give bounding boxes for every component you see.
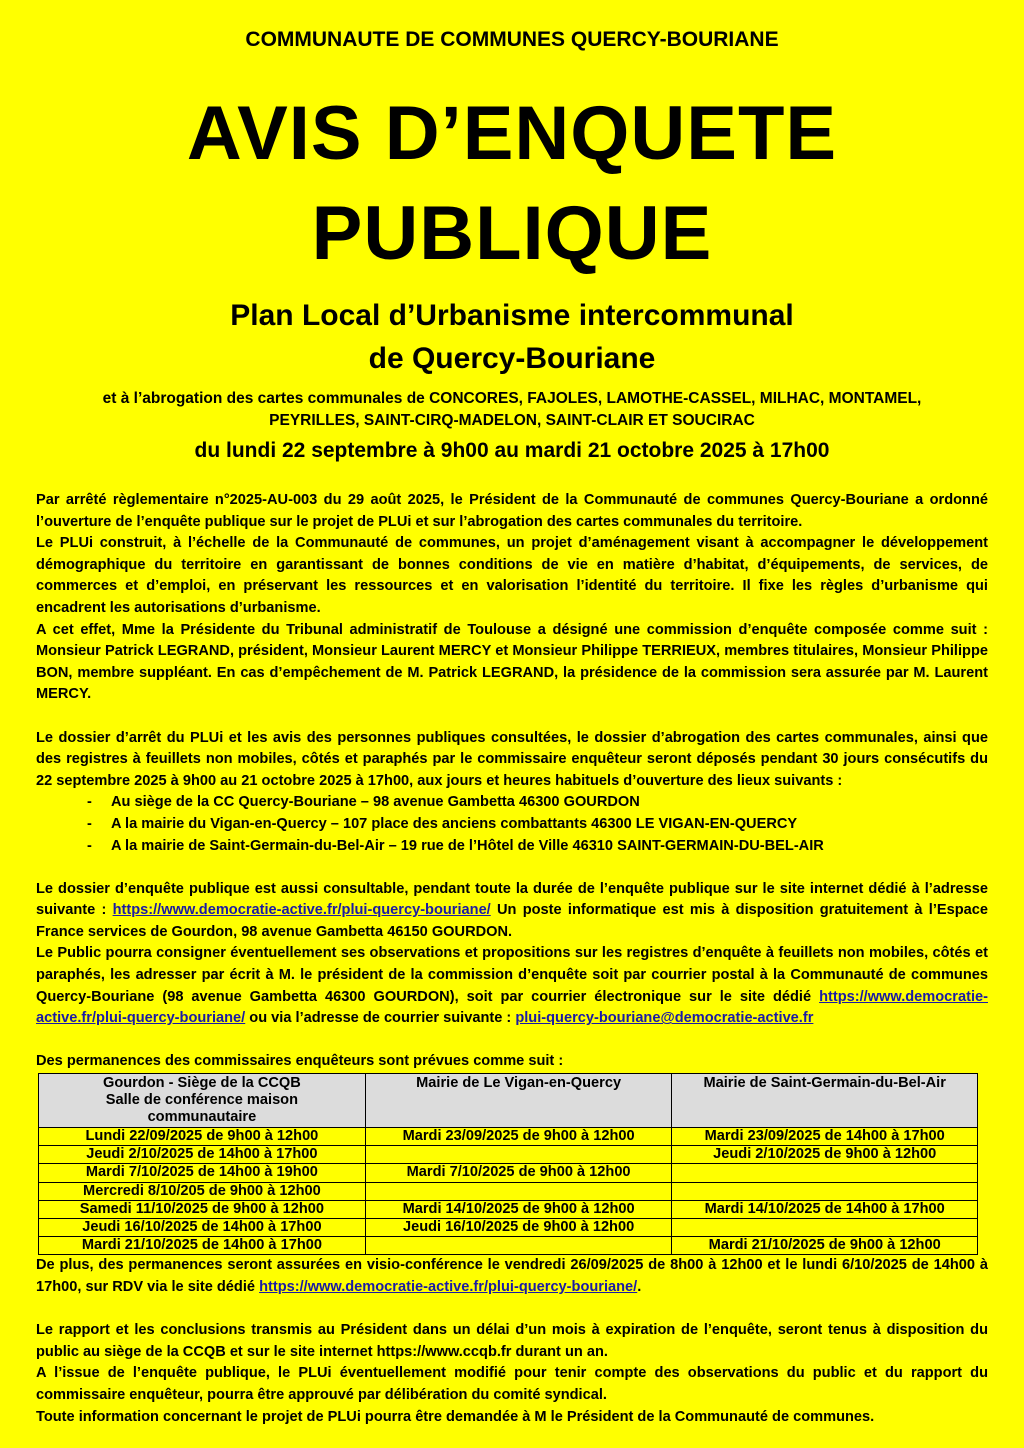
table-cell: Mardi 14/10/2025 de 9h00 à 12h00: [365, 1200, 672, 1218]
text-run: Le dossier d’enquête publique est aussi consultable, pendant toute la durée de l’enquête publique sur le site internet dédié à l’adresse suivante :: [36, 880, 988, 919]
table-cell: Mercredi 8/10/205 de 9h00 à 12h00: [39, 1182, 366, 1200]
table-header-row: [39, 1074, 978, 1128]
table-cell: Lundi 22/09/2025 de 9h00 à 12h00: [39, 1128, 366, 1146]
approval-paragraph: A l’issue de l’enquête publique, le PLUi éventuellement modifié pour tenir compte des observations du public et du rapport du commissaire enquêteur, pourra être approuvé par délibération du comité syndical.: [36, 1365, 988, 1404]
text-run: .: [637, 1279, 642, 1296]
header-line: Mairie de Saint-Germain-du-Bel-Air: [703, 1075, 946, 1092]
observations-paragraph: [36, 943, 988, 1029]
website-link[interactable]: https://www.democratie-active.fr/plui-quercy-bouriane/: [259, 1279, 638, 1296]
table-cell: [365, 1237, 672, 1255]
online-dossier-paragraph: [36, 879, 988, 944]
information-paragraph: Toute information concernant le projet de PLUi pourra être demandée à M le Président de la Communauté de communes.: [36, 1408, 875, 1425]
text-run: Le Public pourra consigner éventuellement ses observations et propositions sur les registres d’enquête à feuillets non mobiles, côtés et paraphés, les adresser par écrit à M. le président de la commission d’enquête soit par courrier postal à la Communauté de communes Quercy-Bouriane (98 avenue Gambetta 46300 GOURDON), soit par courrier électronique sur le site dédié: [36, 945, 988, 1005]
website-link[interactable]: https://www.democratie-active.fr/plui-quercy-bouriane/: [112, 902, 491, 919]
list-item: - A la mairie du Vigan-en-Quercy – 107 place des anciens combattants 46300 LE VIGAN-EN-QUERCY: [87, 814, 988, 836]
plan-subtitle-line1: Plan Local d’Urbanisme intercommunal: [230, 299, 794, 332]
table-cell: [672, 1219, 978, 1237]
table-cell: Mardi 21/10/2025 de 9h00 à 12h00: [672, 1237, 978, 1255]
table-row: [39, 1182, 978, 1200]
visio-paragraph: [36, 1255, 988, 1298]
email-link[interactable]: plui-quercy-bouriane@democratie-active.fr: [515, 1010, 814, 1027]
list-item: - A la mairie de Saint-Germain-du-Bel-Air – 19 rue de l’Hôtel de Ville 46310 SAINT-GERMAIN-DU-BEL-AIR: [87, 836, 988, 858]
table-cell: Jeudi 2/10/2025 de 14h00 à 17h00: [39, 1146, 366, 1164]
abrogation-line2: PEYRILLES, SAINT-CIRQ-MADELON, SAINT-CLAIR ET SOUCIRAC: [269, 412, 755, 429]
table-cell: Mardi 21/10/2025 de 14h00 à 17h00: [39, 1237, 366, 1255]
table-cell: Mardi 23/09/2025 de 9h00 à 12h00: [365, 1128, 672, 1146]
enquiry-dates: du lundi 22 septembre à 9h00 au mardi 21 octobre 2025 à 17h00: [194, 439, 830, 462]
text-run: De plus, des permanences seront assurées en visio-conférence le vendredi 26/09/2025 de 8h00 à 12h00 et le lundi 6/10/2025 de 14h00 à 17h00, sur RDV via le site dédié: [36, 1257, 988, 1296]
report-paragraph: Le rapport et les conclusions transmis au Président dans un délai d’un mois à expiration de l’enquête, seront tenus à disposition du public au siège de la CCQB et sur le site internet https://www.ccqb.fr durant un an.: [36, 1322, 988, 1360]
header-line: communautaire: [147, 1109, 257, 1126]
abrogation-text: [36, 388, 988, 432]
plan-subtitle-line2: de Quercy-Bouriane: [368, 342, 656, 375]
table-cell: [672, 1182, 978, 1200]
table-cell: Mardi 7/10/2025 de 9h00 à 12h00: [365, 1164, 672, 1182]
column-header-saint-germain: [672, 1074, 978, 1128]
list-item: - Au siège de la CC Quercy-Bouriane – 98 avenue Gambetta 46300 GOURDON: [87, 792, 988, 814]
table-cell: [365, 1182, 672, 1200]
column-header-vigan: [365, 1074, 672, 1128]
header-line: Gourdon - Siège de la CCQB: [102, 1075, 301, 1092]
table-cell: Jeudi 2/10/2025 de 9h00 à 12h00: [672, 1146, 978, 1164]
table-cell: [672, 1164, 978, 1182]
table-cell: Mardi 7/10/2025 de 14h00 à 19h00: [39, 1164, 366, 1182]
abrogation-line1: et à l’abrogation des cartes communales de CONCORES, FAJOLES, LAMOTHE-CASSEL, MILHAC, MONTAMEL,: [102, 390, 922, 407]
header-line: Mairie de Le Vigan-en-Quercy: [416, 1075, 622, 1092]
commission-paragraph: A cet effet, Mme la Présidente du Tribunal administratif de Toulouse a désigné une commission d’enquête composée comme suit : Monsieur Patrick LEGRAND, président, Monsieur Laurent MERCY et Monsieur Philippe TERRIEUX, membres titulaires, Monsieur Philippe BON, membre suppléant. En cas d’empêchement de M. Patrick LEGRAND, la présidence de la commission sera assurée par M. Laurent MERCY.: [36, 621, 988, 703]
table-cell: Jeudi 16/10/2025 de 9h00 à 12h00: [365, 1219, 672, 1237]
table-row: [39, 1164, 978, 1182]
table-cell: Mardi 14/10/2025 de 14h00 à 17h00: [672, 1200, 978, 1218]
text-run: Un poste informatique est mis à disposition gratuitement à l’Espace France services de Gourdon, 98 avenue Gambetta 46150 GOURDON.: [36, 902, 988, 940]
consultation-sites-list: [36, 792, 988, 857]
plan-subtitle: [36, 294, 988, 380]
permanences-intro: Des permanences des commissaires enquêteurs sont prévues comme suit :: [36, 1053, 564, 1070]
organization-name: COMMUNAUTE DE COMMUNES QUERCY-BOURIANE: [245, 28, 779, 51]
notice-body: [36, 490, 988, 1428]
column-header-gourdon: [39, 1074, 366, 1128]
table-row: [39, 1237, 978, 1255]
notice-title-line1: AVIS D’ENQUETE: [186, 91, 838, 176]
table-cell: [365, 1146, 672, 1164]
table-row: [39, 1200, 978, 1218]
decree-paragraph: Par arrêté règlementaire n°2025-AU-003 du 29 août 2025, le Président de la Communauté de communes Quercy-Bouriane a ordonné l’ouverture de l’enquête publique sur le projet de PLUi et sur l’abrogation des cartes communales du territoire.: [36, 492, 988, 530]
dossier-paragraph: Le dossier d’arrêt du PLUi et les avis des personnes publiques consultées, le dossier d’abrogation des cartes communales, ainsi que des registres à feuillets non mobiles, côtés et paraphés par le commissaire enquêteur seront déposés pendant 30 jours consécutifs du 22 septembre 2025 à 9h00 au 21 octobre 2025 à 17h00, aux jours et heures habituels d’ouverture des lieux suivants :: [36, 729, 988, 789]
table-cell: Mardi 23/09/2025 de 14h00 à 17h00: [672, 1128, 978, 1146]
text-run: ou via l’adresse de courrier suivante :: [245, 1010, 516, 1027]
notice-title-line2: PUBLIQUE: [311, 191, 713, 276]
table-cell: Samedi 11/10/2025 de 9h00 à 12h00: [39, 1200, 366, 1218]
website-link[interactable]: https://www.democratie-active.fr/plui-quercy-bouriane/: [36, 988, 988, 1027]
header-line: Salle de conférence maison: [105, 1092, 299, 1109]
table-row: [39, 1146, 978, 1164]
table-row: [39, 1219, 978, 1237]
table-row: [39, 1128, 978, 1146]
permanences-table: [38, 1073, 978, 1255]
table-cell: Jeudi 16/10/2025 de 14h00 à 17h00: [39, 1219, 366, 1237]
plui-description-paragraph: Le PLUi construit, à l’échelle de la Communauté de communes, un projet d’aménagement visant à accompagner le développement démographique du territoire en garantissant de bonnes conditions de vie en matière d’habitat, d’équipements, de services, de commerces et d’emploi, en préservant les ressources et en valorisation l’identité du territoire. Il fixe les règles d’urbanisme qui encadrent les autorisations d’urbanisme.: [36, 535, 988, 616]
